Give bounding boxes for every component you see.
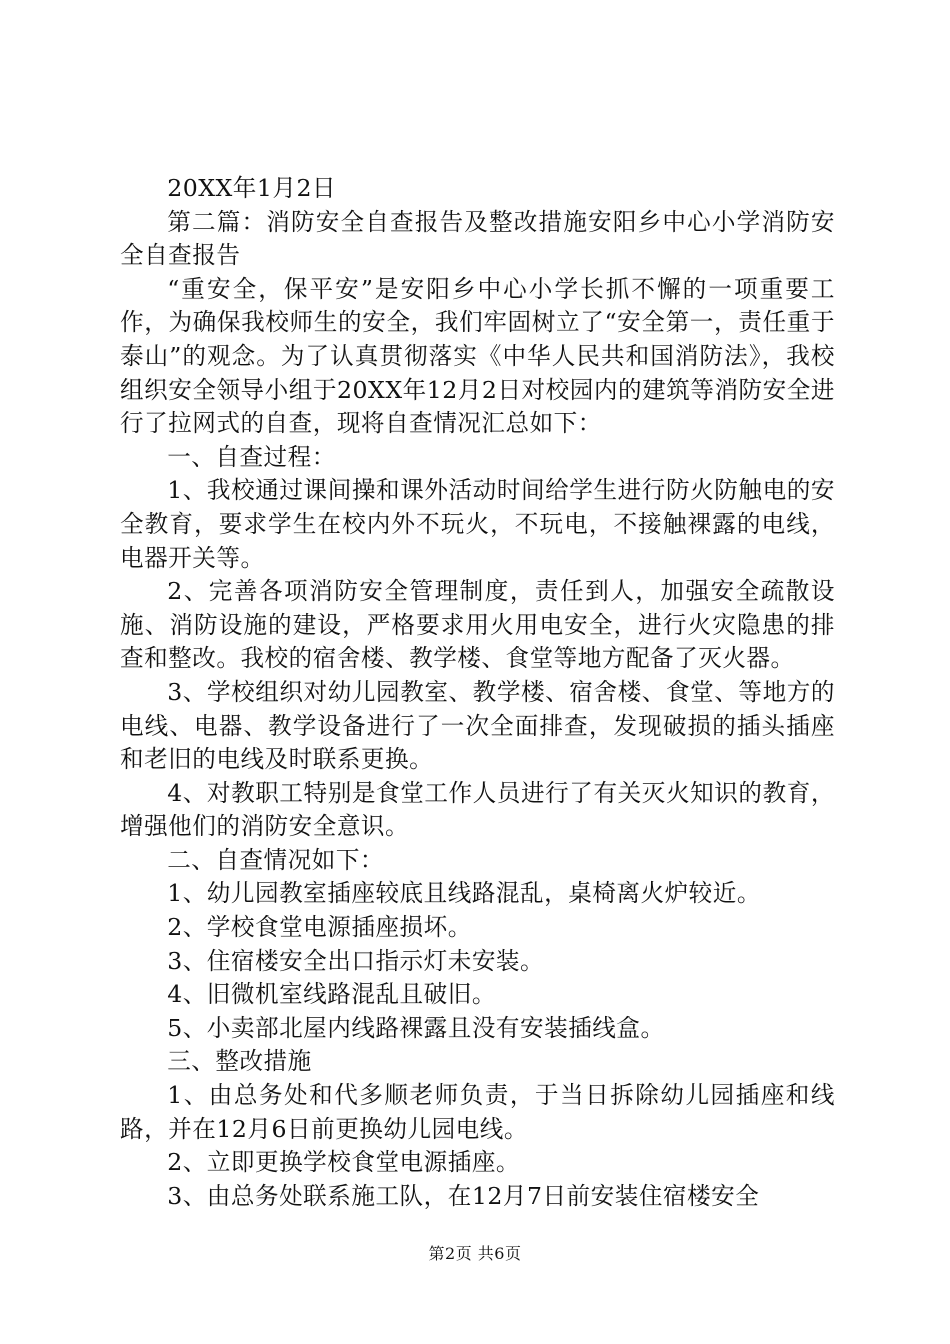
- finding-item-1: 1、幼儿园教室插座较底且线路混乱，桌椅离火炉较近。: [167, 879, 761, 908]
- paragraph-process-2: 2、完善各项消防安全管理制度，责任到人，加强安全疏散设施、消防设施的建设，严格要求用火用电安全，进行火灾隐患的排查和整改。我校的宿舍楼、教学楼、食堂等地方配备了灭火器。: [120, 577, 835, 673]
- document-body: [120, 172, 835, 1213]
- finding-item-3: 3、住宿楼安全出口指示灯未安装。: [167, 946, 545, 975]
- heading-rectification: 三、整改措施: [167, 1047, 312, 1076]
- finding-item-4: 4、旧微机室线路混乱且破旧。: [167, 980, 496, 1009]
- date-line: 20XX年1月2日: [167, 174, 337, 202]
- paragraph-process-1: 1、我校通过课间操和课外活动时间给学生进行防火防触电的安全教育，要求学生在校内外不玩火，不玩电，不接触裸露的电线，电器开关等。: [120, 476, 835, 572]
- section-title: 第二篇：消防安全自查报告及整改措施安阳乡中心小学消防安全自查报告: [120, 207, 835, 270]
- rectification-item-2: 2、立即更换学校食堂电源插座。: [167, 1148, 521, 1177]
- page-footer: [0, 1244, 950, 1264]
- paragraph-process-4: 4、对教职工特别是食堂工作人员进行了有关灭火知识的教育，增强他们的消防安全意识。: [120, 778, 835, 841]
- heading-self-check-findings: 二、自查情况如下：: [167, 845, 385, 874]
- rectification-item-3: 3、由总务处联系施工队，在12月7日前安装住宿楼安全: [167, 1181, 760, 1210]
- paragraph-process-3: 3、学校组织对幼儿园教室、教学楼、宿舍楼、食堂、等地方的电线、电器、教学设备进行了一次全面排查，发现破损的插头插座和老旧的电线及时联系更换。: [120, 677, 835, 774]
- finding-item-5: 5、小卖部北屋内线路裸露且没有安装插线盒。: [167, 1013, 665, 1042]
- page-indicator: 第2页 共6页: [428, 1244, 522, 1263]
- heading-self-check-process: 一、自查过程：: [167, 442, 336, 471]
- rectification-item-1: 1、由总务处和代多顺老师负责，于当日拆除幼儿园插座和线路，并在12月6日前更换幼儿园电线。: [120, 1081, 835, 1143]
- intro-paragraph: “重安全，保平安”是安阳乡中心小学长抓不懈的一项重要工作，为确保我校师生的安全，我们牢固树立了“安全第一，责任重于泰山”的观念。为了认真贯彻落实《中华人民共和国消防法》，我校组织安全领导小组于20XX年12月2日对校园内的建筑等消防安全进行了拉网式的自查，现将自查情况汇总如下：: [120, 274, 835, 438]
- finding-item-2: 2、学校食堂电源插座损坏。: [167, 913, 472, 942]
